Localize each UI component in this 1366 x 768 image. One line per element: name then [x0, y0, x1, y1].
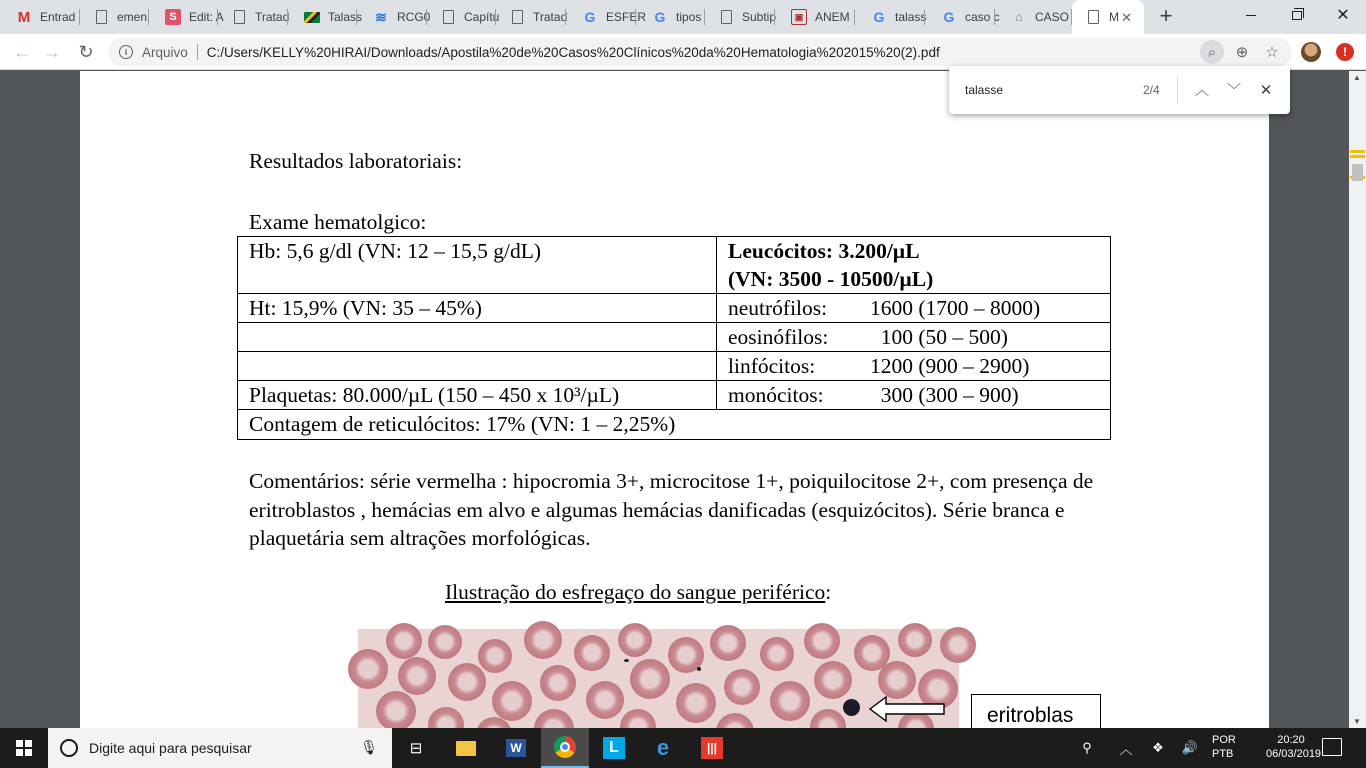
clock[interactable]: [1266, 733, 1322, 761]
diff-name: neutrófilos:: [728, 296, 828, 320]
pdf-page: [80, 71, 1269, 751]
browser-toolbar: [0, 34, 1366, 70]
microphone-icon[interactable]: 🎙: [360, 739, 378, 755]
google-icon: G: [584, 9, 596, 25]
table-row: [238, 352, 1111, 381]
tab-label: RCG0: [397, 10, 431, 24]
gmail-icon: M: [17, 8, 31, 26]
tab-label: Capítu: [464, 10, 500, 24]
restore-icon: [1292, 11, 1302, 20]
forward-button[interactable]: [38, 38, 66, 66]
empty-cell: [238, 323, 717, 352]
empty-cell: [238, 352, 717, 381]
app-l-button[interactable]: [590, 728, 638, 768]
tab-label: Edit: A: [189, 10, 224, 24]
arrow-left-icon: [868, 695, 946, 723]
erythroblast-nucleus: [843, 699, 860, 716]
red-blood-cell: [676, 683, 716, 723]
s-icon: S: [165, 9, 181, 25]
platelet: [624, 659, 629, 662]
find-previous-button[interactable]: [1190, 78, 1214, 102]
arrow-right-icon: →: [43, 41, 61, 62]
lymphocytes-cell: [717, 352, 1111, 381]
tab-document[interactable]: [218, 0, 288, 34]
chevron-down-icon: ﹀: [1227, 82, 1241, 98]
l-app-icon: L: [603, 737, 625, 759]
tab-document[interactable]: [705, 0, 775, 34]
tab-anemia[interactable]: [775, 0, 855, 34]
notifications-icon[interactable]: [1322, 738, 1342, 756]
language-indicator[interactable]: [1212, 733, 1236, 761]
tab-google-search[interactable]: [566, 0, 647, 34]
casos-icon: ⌂: [1015, 10, 1023, 24]
vertical-scrollbar[interactable]: [1349, 71, 1366, 728]
close-icon[interactable]: ✕: [1121, 10, 1132, 25]
diff-value: 1600 (1700 – 8000): [870, 296, 1041, 320]
red-app-button[interactable]: [688, 728, 736, 768]
tab-label: Subtip: [742, 10, 777, 24]
search-match-marker: [1350, 155, 1365, 158]
scroll-up-icon[interactable]: ▲: [1353, 73, 1361, 82]
tab-label: ESFER: [606, 10, 647, 24]
lab-results-table: [237, 236, 1111, 440]
tab-label: talass: [895, 10, 927, 24]
flag-icon: [304, 12, 320, 23]
word-icon: W: [506, 739, 526, 757]
tab-talassemia[interactable]: [288, 0, 363, 34]
document-icon: [512, 10, 523, 24]
document-icon: [443, 10, 454, 24]
tab-label: M: [1109, 10, 1119, 24]
exam-title: Exame hematolgico:: [249, 210, 427, 234]
divider: [1177, 76, 1178, 104]
red-blood-cell: [710, 625, 746, 661]
red-blood-cell: [724, 669, 760, 705]
red-blood-cell: [574, 635, 610, 671]
pdf-viewer: [0, 71, 1366, 728]
table-row: [238, 237, 1111, 294]
reload-icon: ↻: [78, 41, 94, 62]
scheme-label: Arquivo: [142, 44, 188, 60]
document-icon: [96, 10, 107, 24]
diff-name: monócitos:: [728, 383, 824, 407]
monocytes-cell: [717, 381, 1111, 410]
red-blood-cell: [814, 661, 852, 699]
tab-edit[interactable]: [149, 0, 224, 34]
red-blood-cell: [770, 681, 810, 721]
red-blood-cell: [376, 691, 416, 731]
arrow-left-icon: ←: [13, 41, 31, 62]
tab-gmail[interactable]: [0, 0, 80, 34]
results-heading: Resultados laboratoriais:: [249, 149, 463, 173]
tab-label: caso c: [965, 10, 1000, 24]
anem-icon: ▣: [791, 9, 807, 25]
chrome-button[interactable]: [541, 728, 589, 768]
red-blood-cell: [478, 639, 512, 673]
illustration-title: [445, 580, 831, 605]
platelets-cell: Plaquetas: 80.000/µL (150 – 450 x 10³/µL): [238, 381, 717, 410]
search-match-marker: [1350, 150, 1365, 153]
divider: [197, 44, 198, 60]
diff-value: 1200 (900 – 2900): [870, 354, 1030, 378]
google-icon: G: [943, 9, 955, 25]
tab-active-pdf[interactable]: [1072, 0, 1144, 34]
leukocytes-cell: [717, 237, 1111, 294]
tab-google-search[interactable]: [855, 0, 925, 34]
tab-label: Tratad: [533, 10, 568, 24]
language-code: POR: [1212, 734, 1236, 746]
red-blood-cell: [428, 625, 462, 659]
profile-avatar[interactable]: [1301, 42, 1321, 62]
tab-document[interactable]: [427, 0, 500, 34]
ht-cell: Ht: 15,9% (VN: 35 – 45%): [238, 294, 717, 323]
info-icon[interactable]: i: [119, 45, 133, 59]
red-blood-cell: [524, 621, 562, 659]
red-blood-cell: [630, 659, 670, 699]
diff-name: linfócitos:: [728, 354, 816, 378]
comments-paragraph: Comentários: série vermelha : hipocromia 3+, microcitose 1+, poiquilocitose 2+, com presença de eritroblastos , hemácias em alvo e algumas hemácias danificadas (esquizócitos). Série branca e plaquetária sem altrações morfológicas.: [249, 469, 1094, 550]
task-view-icon: ⊟: [409, 740, 423, 757]
new-tab-button[interactable]: +: [1159, 3, 1173, 28]
chevron-up-icon: ︿: [1195, 82, 1209, 98]
table-row: [238, 323, 1111, 352]
menu-alert-icon[interactable]: !: [1336, 43, 1354, 61]
red-app-icon: |||: [701, 737, 723, 759]
red-blood-cell: [586, 681, 624, 719]
red-blood-cell: [348, 649, 388, 689]
clock-time: 20:20: [1277, 734, 1305, 746]
platelet: [697, 667, 701, 671]
google-icon: G: [873, 9, 885, 25]
restore-button[interactable]: [1274, 0, 1320, 30]
red-blood-cell: [898, 623, 932, 657]
find-bar: [949, 66, 1290, 114]
zoom-icon[interactable]: ⊕: [1235, 44, 1249, 61]
tab-document[interactable]: [80, 0, 149, 34]
red-blood-cell: [804, 623, 840, 659]
find-input[interactable]: talasse: [965, 83, 1004, 97]
tab-label: tipos: [676, 10, 702, 24]
people-icon[interactable]: ⚲: [1082, 740, 1092, 755]
find-match-count: 2/4: [1143, 83, 1160, 97]
neutrophils-cell: [717, 294, 1111, 323]
table-row: [238, 410, 1111, 440]
address-bar[interactable]: [108, 38, 1292, 66]
url-text[interactable]: C:/Users/KELLY%20HIRAI/Downloads/Apostila%20de%20Casos%20Clínicos%20da%20Hematologia%202015%20(2).pdf: [206, 44, 940, 60]
omnibox-actions: [1194, 40, 1284, 64]
illustration-title-colon: :: [825, 580, 832, 604]
red-blood-cell: [448, 663, 486, 701]
close-icon: ✕: [1336, 7, 1350, 24]
clock-date: 06/03/2019: [1266, 748, 1322, 760]
illustration-title-text: Ilustração do esfregaço do sangue periférico: [445, 580, 826, 604]
red-blood-cell: [878, 661, 916, 699]
diff-value: 100 (50 – 500): [870, 325, 1008, 349]
volume-icon[interactable]: 🔊: [1181, 740, 1199, 755]
tab-label: Tratad: [255, 10, 290, 24]
reticulocytes-cell: Contagem de reticulócitos: 17% (VN: 1 – 2,25%): [238, 410, 1111, 440]
erythroblast-callout: eritroblas: [971, 694, 1101, 734]
find-close-button[interactable]: [1254, 78, 1278, 102]
scrollbar-thumb[interactable]: [1352, 164, 1363, 181]
word-button[interactable]: [492, 728, 540, 768]
taskbar-search[interactable]: [48, 728, 392, 768]
google-icon: G: [654, 9, 666, 25]
find-next-button[interactable]: [1222, 78, 1246, 102]
file-explorer-button[interactable]: [442, 728, 490, 768]
document-icon: [721, 10, 732, 24]
tab-label: Talass: [328, 10, 363, 24]
diff-value: 300 (300 – 900): [870, 383, 1019, 407]
table-row: [238, 381, 1111, 410]
close-window-button[interactable]: [1320, 0, 1366, 30]
red-blood-cell: [398, 657, 436, 695]
leukocytes-title: Leucócitos: 3.200/µL: [728, 239, 920, 263]
chevron-up-icon[interactable]: ︿: [1119, 741, 1133, 757]
red-blood-cell: [492, 681, 532, 721]
keyboard-layout: PTB: [1212, 748, 1234, 760]
tab-strip: [0, 0, 1366, 34]
tab-document[interactable]: [496, 0, 566, 34]
dropbox-icon[interactable]: ❖: [1152, 740, 1164, 755]
chrome-icon: [554, 736, 576, 758]
find-in-page-icon[interactable]: ⌕: [1200, 40, 1224, 64]
diff-name: eosinófilos:: [728, 325, 829, 349]
edge-button[interactable]: [639, 728, 687, 768]
red-blood-cell: [386, 623, 422, 659]
tab-label: emen: [117, 10, 148, 24]
folder-icon: [456, 741, 476, 756]
hb-cell: Hb: 5,6 g/dl (VN: 12 – 15,5 g/dL): [238, 237, 717, 294]
scroll-down-icon[interactable]: ▼: [1353, 717, 1361, 726]
tab-label: Entrad: [40, 10, 76, 24]
minimize-icon: [1246, 15, 1256, 16]
reload-button[interactable]: [72, 38, 100, 66]
tab-casos[interactable]: [995, 0, 1072, 34]
tab-label: CASO: [1035, 10, 1070, 24]
table-row: [238, 294, 1111, 323]
rcg-icon: ≋: [375, 8, 387, 25]
document-icon: [1088, 10, 1099, 24]
red-blood-cell: [940, 627, 976, 663]
tab-rcg[interactable]: [357, 0, 431, 34]
edge-icon: e: [656, 735, 670, 760]
windows-taskbar: [0, 728, 1366, 768]
document-icon: [234, 10, 245, 24]
search-icon: [60, 739, 78, 757]
eosinophils-cell: [717, 323, 1111, 352]
tab-google-search[interactable]: [636, 0, 705, 34]
tab-google-search[interactable]: [925, 0, 1000, 34]
red-blood-cell: [760, 637, 794, 671]
tab-label: ANEM: [815, 10, 850, 24]
search-placeholder: Digite aqui para pesquisar: [89, 740, 252, 756]
red-blood-cell: [540, 665, 576, 701]
task-view-button[interactable]: [392, 728, 440, 768]
red-blood-cell: [618, 623, 652, 657]
bookmark-star-icon[interactable]: ☆: [1265, 44, 1279, 61]
leukocytes-reference: (VN: 3500 - 10500/µL): [728, 267, 934, 291]
start-button[interactable]: [0, 728, 48, 768]
close-icon: ✕: [1259, 82, 1273, 99]
windows-logo-icon: [16, 740, 32, 756]
minimize-button[interactable]: [1228, 0, 1274, 30]
back-button[interactable]: [8, 38, 36, 66]
